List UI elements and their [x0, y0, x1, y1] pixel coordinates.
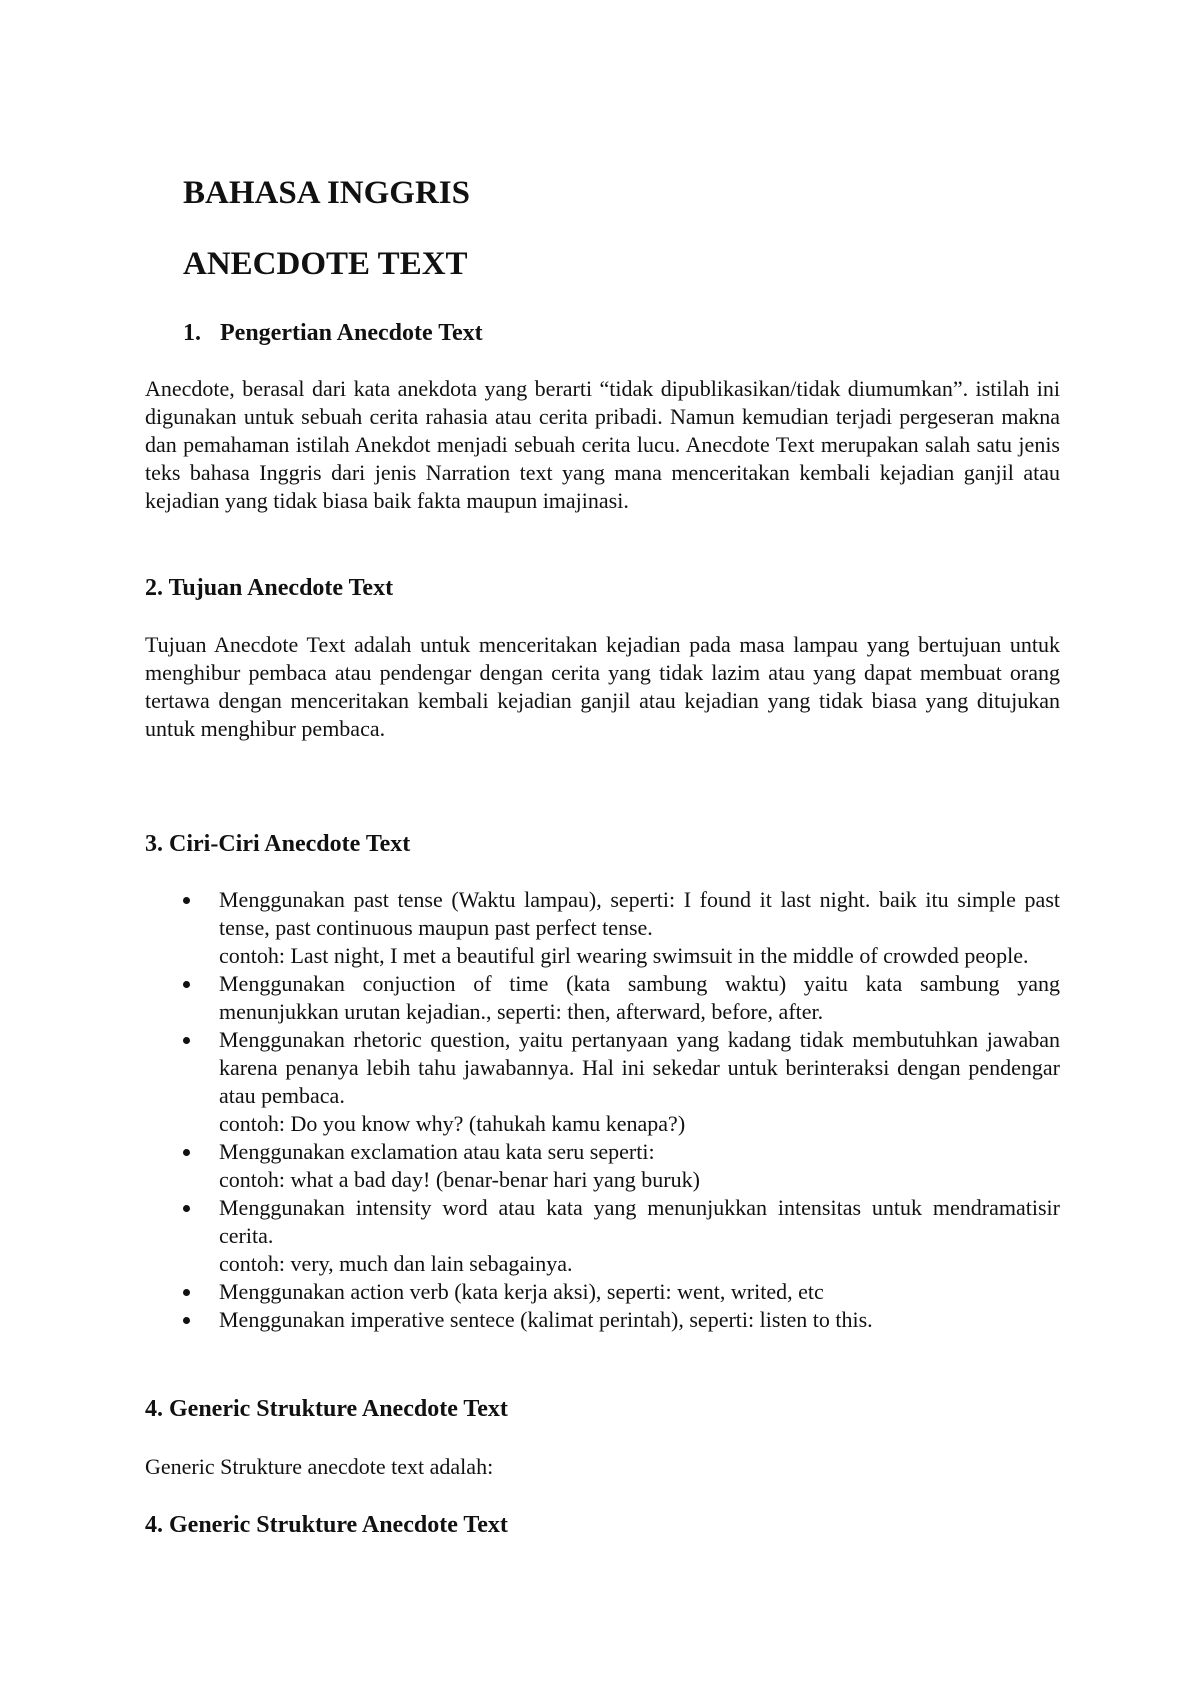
section4-heading-repeat: 4. Generic Strukture Anecdote Text	[145, 1512, 508, 1538]
list-item	[145, 1278, 1060, 1306]
list-item	[145, 1306, 1060, 1334]
list-item	[145, 1194, 1060, 1278]
list-item-text: Menggunakan past tense (Waktu lampau), seperti: I found it last night. baik itu simple past tense, past continuous maupun past perfect tense.	[219, 887, 1060, 940]
list-item-text: Menggunakan action verb (kata kerja aksi), seperti: went, writed, etc	[219, 1279, 824, 1304]
document-title: BAHASA INGGRIS	[183, 175, 470, 211]
bullet-icon	[183, 897, 190, 904]
list-item-example: contoh: Last night, I met a beautiful girl wearing swimsuit in the middle of crowded people.	[219, 943, 1029, 968]
section1-heading-text: Pengertian Anecdote Text	[220, 320, 483, 346]
section4-paragraph: Generic Strukture anecdote text adalah:	[145, 1454, 494, 1479]
list-item	[145, 886, 1060, 970]
bullet-icon	[183, 1289, 190, 1296]
section1-paragraph: Anecdote, berasal dari kata anekdota yang berarti “tidak dipublikasikan/tidak diumumkan”. istilah ini digunakan untuk sebuah cerita rahasia atau cerita pribadi. Namun kemudian terjadi pergeseran makna dan pemahaman istilah Anekdot menjadi sebuah cerita lucu. Anecdote Text merupakan salah satu jenis teks bahasa Inggris dari jenis Narration text yang mana menceritakan kembali kejadian ganjil atau kejadian yang tidak biasa baik fakta maupun imajinasi.	[145, 376, 1060, 513]
list-item-text: Menggunakan imperative sentece (kalimat perintah), seperti: listen to this.	[219, 1307, 873, 1332]
section4-heading: 4. Generic Strukture Anecdote Text	[145, 1396, 508, 1422]
section2-heading: 2. Tujuan Anecdote Text	[145, 575, 394, 601]
bullet-icon	[183, 1205, 190, 1212]
bullet-icon	[183, 981, 190, 988]
list-item-text: Menggunakan conjuction of time (kata sambung waktu) yaitu kata sambung yang menunjukkan urutan kejadian., seperti: then, afterward, before, after.	[219, 971, 1060, 1024]
section2-paragraph: Tujuan Anecdote Text adalah untuk menceritakan kejadian pada masa lampau yang bertujuan untuk menghibur pembaca atau pendengar dengan cerita yang tidak lazim atau yang dapat membuat orang tertawa dengan menceritakan kembali kejadian ganjil atau kejadian yang tidak biasa yang ditujukan untuk menghibur pembaca.	[145, 632, 1060, 741]
list-item-text: Menggunakan rhetoric question, yaitu pertanyaan yang kadang tidak membutuhkan jawaban karena penanya lebih tahu jawabannya. Hal ini sekedar untuk berinteraksi dengan pendengar atau pembaca.	[219, 1027, 1060, 1108]
features-list	[145, 886, 1060, 1334]
section1-heading	[183, 320, 483, 347]
bullet-icon	[183, 1037, 190, 1044]
section1-number: 1.	[183, 320, 201, 346]
bullet-icon	[183, 1149, 190, 1156]
document-subtitle: ANECDOTE TEXT	[183, 246, 468, 282]
list-item-example: contoh: very, much dan lain sebagainya.	[219, 1251, 573, 1276]
list-item-example: contoh: what a bad day! (benar-benar hari yang buruk)	[219, 1167, 700, 1192]
list-item-example: contoh: Do you know why? (tahukah kamu kenapa?)	[219, 1111, 686, 1136]
section3-heading: 3. Ciri-Ciri Anecdote Text	[145, 831, 411, 857]
list-item	[145, 1026, 1060, 1138]
list-item-text: Menggunakan intensity word atau kata yang menunjukkan intensitas untuk mendramatisir cerita.	[219, 1195, 1060, 1248]
list-item	[145, 970, 1060, 1026]
list-item	[145, 1138, 1060, 1194]
bullet-icon	[183, 1317, 190, 1324]
list-item-text: Menggunakan exclamation atau kata seru seperti:	[219, 1139, 655, 1164]
